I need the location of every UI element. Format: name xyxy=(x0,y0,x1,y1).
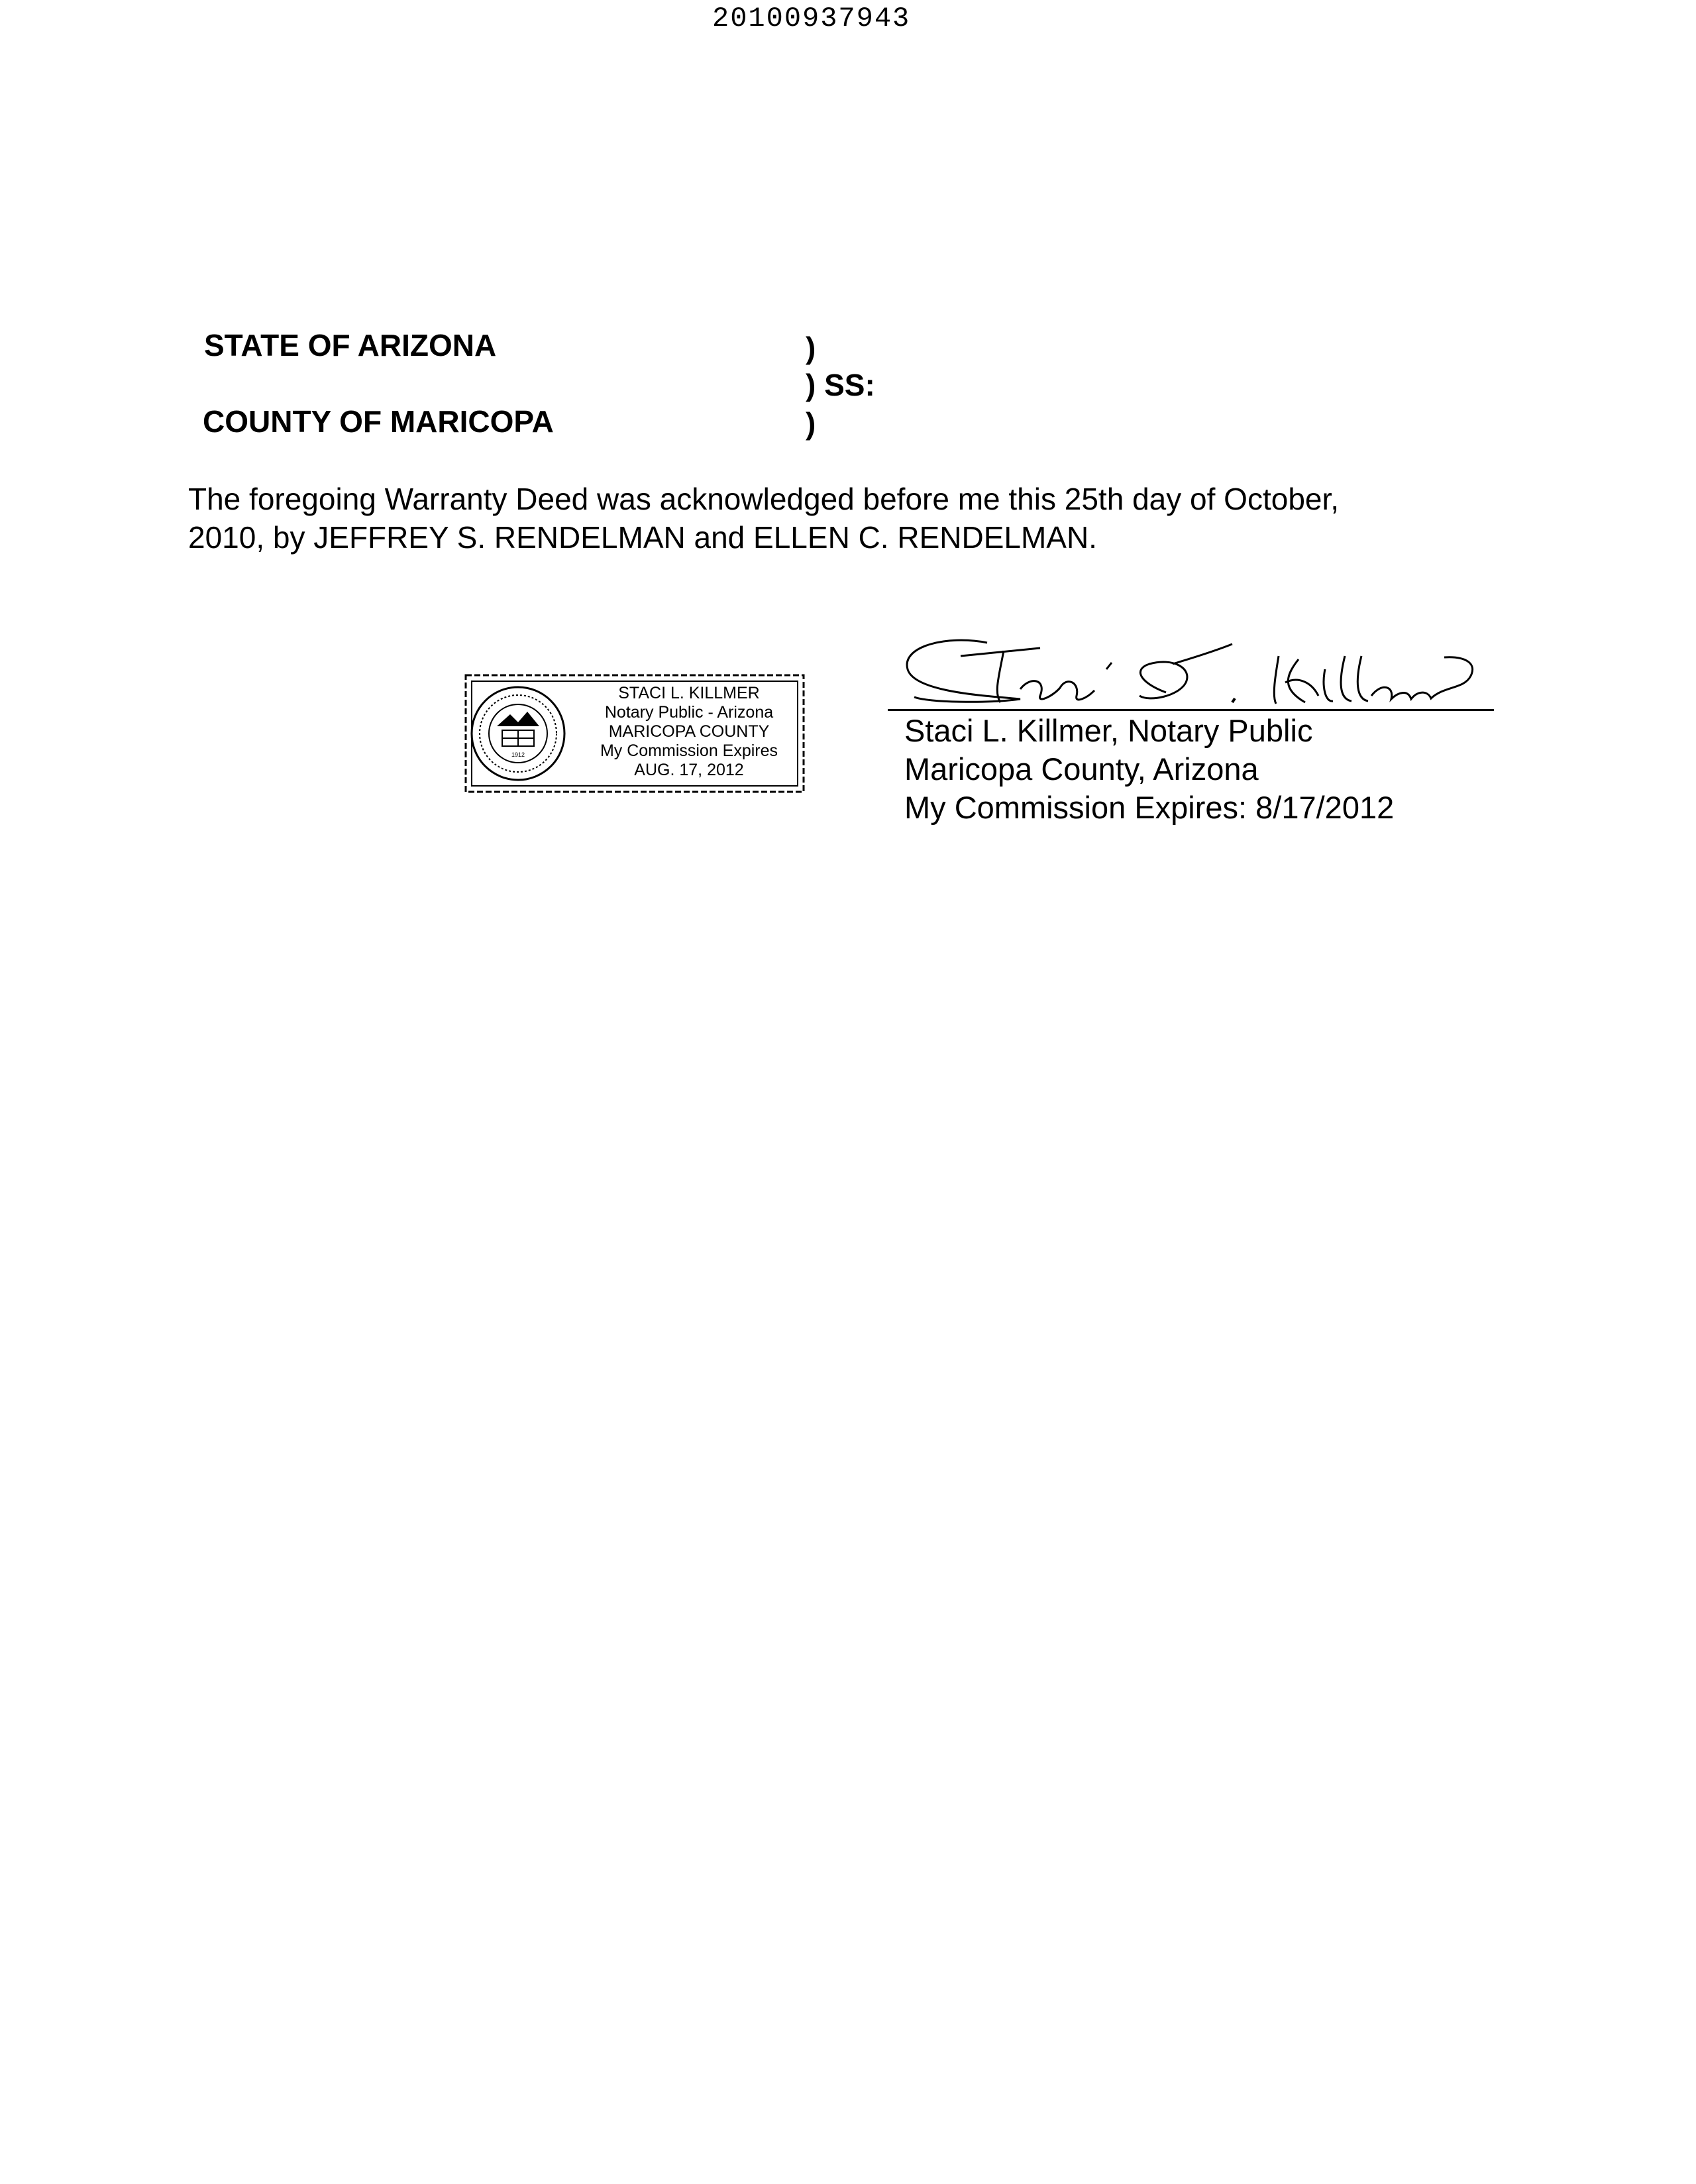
stamp-expiration: AUG. 17, 2012 xyxy=(634,761,744,779)
state-seal-icon xyxy=(472,687,564,780)
venue-paren-ss: ) SS: xyxy=(806,368,875,402)
notary-name-title: Staci L. Killmer, Notary Public xyxy=(904,713,1313,748)
county-label: COUNTY OF MARICOPA xyxy=(203,404,554,439)
acknowledgment-line-1: The foregoing Warranty Deed was acknowledged before me this 25th day of October, xyxy=(188,482,1340,516)
state-label: STATE OF ARIZONA xyxy=(204,328,497,362)
svg-text:1912: 1912 xyxy=(511,751,525,758)
venue-paren-top: ) xyxy=(806,331,816,365)
venue-paren-bottom: ) xyxy=(806,406,816,441)
notary-location: Maricopa County, Arizona xyxy=(904,751,1259,787)
document-number: 20100937943 xyxy=(712,3,911,34)
notary-commission: My Commission Expires: 8/17/2012 xyxy=(904,790,1395,825)
acknowledgment-paragraph xyxy=(188,480,1513,557)
acknowledgment-line-2: 2010, by JEFFREY S. RENDELMAN and ELLEN C. RENDELMAN. xyxy=(188,520,1097,555)
notary-stamp xyxy=(464,673,806,794)
stamp-commission-label: My Commission Expires xyxy=(600,741,778,760)
notary-stamp-text xyxy=(576,684,802,780)
stamp-name: STACI L. KILLMER xyxy=(618,684,760,702)
signature-line xyxy=(888,709,1494,711)
stamp-title: Notary Public - Arizona xyxy=(604,703,774,722)
notary-signature-block xyxy=(904,712,1394,827)
stamp-county: MARICOPA COUNTY xyxy=(608,722,770,741)
